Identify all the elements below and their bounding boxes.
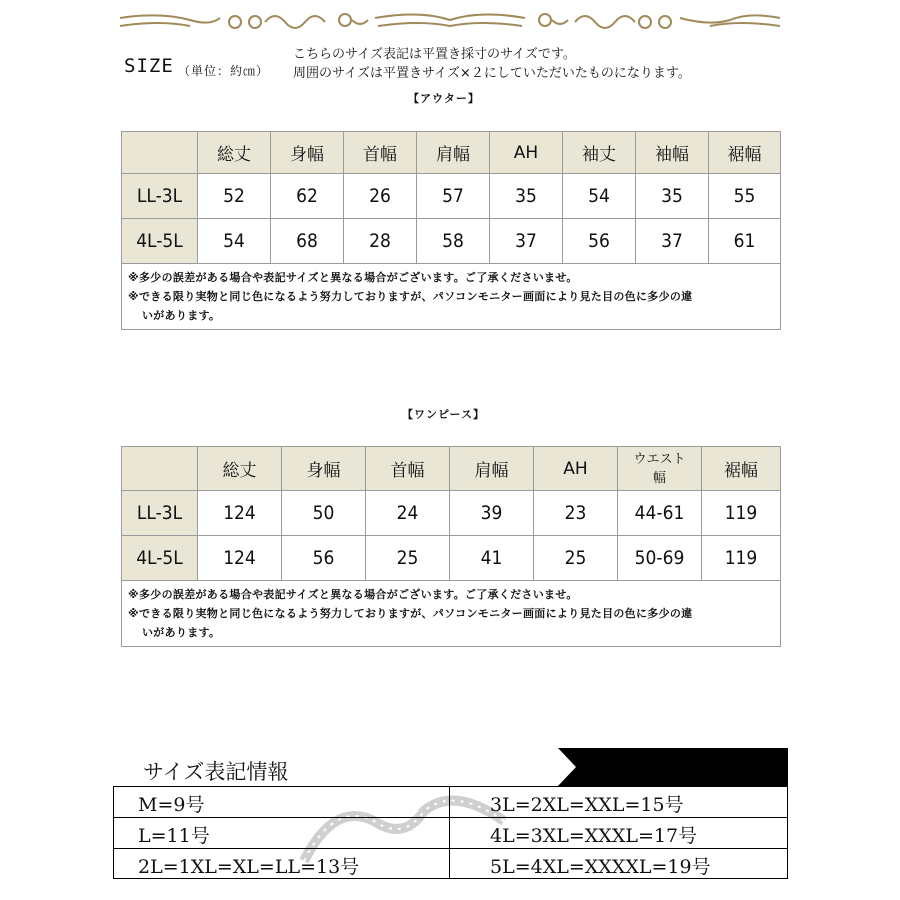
size-equivalence-right: 4L=3XL=XXXL=17号: [490, 825, 698, 847]
table-cell: 41: [450, 536, 534, 581]
table-cell: 26: [344, 174, 417, 219]
row-size-label: LL-3L: [122, 174, 198, 219]
table-corner: [122, 447, 198, 491]
table-row: [122, 174, 781, 219]
col-header: 裾幅: [702, 447, 781, 491]
note-color-cont: いがあります。: [142, 626, 221, 639]
waist-line-2: 幅: [652, 470, 666, 486]
row-size-label: 4L-5L: [122, 219, 198, 264]
note-line-2: 周囲のサイズは平置きサイズ×２にしていただいたものになります。: [293, 66, 691, 81]
col-header: 袖丈: [563, 132, 636, 174]
col-header: AH: [534, 447, 618, 491]
table-cell: 57: [417, 174, 490, 219]
table-cell: 25: [366, 536, 450, 581]
outer-size-table: [121, 131, 781, 330]
table-cell: 54: [563, 174, 636, 219]
table-cell: 119: [702, 536, 781, 581]
table-cell: 68: [271, 219, 344, 264]
table-cell: 28: [344, 219, 417, 264]
col-header: AH: [490, 132, 563, 174]
note-line-1: こちらのサイズ表記は平置き採寸のサイズです。: [293, 47, 576, 62]
table-corner: [122, 132, 198, 174]
note-color-cont: いがあります。: [142, 309, 221, 322]
col-header: 総丈: [198, 447, 282, 491]
col-header-waist: [618, 447, 702, 491]
measurement-note: [293, 45, 691, 83]
dress-section-label: 【ワンピース】: [402, 408, 486, 421]
table-cell: 35: [636, 174, 709, 219]
waist-line-1: ウエスト: [633, 451, 686, 467]
table-cell: 39: [450, 491, 534, 536]
size-equivalence-left: M=9号: [138, 794, 205, 816]
size-info-grid: [113, 787, 788, 879]
table-cell: 55: [709, 174, 781, 219]
table-cell: 37: [490, 219, 563, 264]
table-cell: 37: [636, 219, 709, 264]
table-cell: 50-69: [618, 536, 702, 581]
size-equivalence-left: L=11号: [138, 825, 210, 847]
outer-section-label: 【アウター】: [408, 92, 480, 105]
table-cell: 23: [534, 491, 618, 536]
table-note: [122, 264, 781, 330]
note-color: ※できる限り実物と同じ色になるよう努力しておりますが、パソコンモニター画面により見た目の色に多少の違: [128, 290, 693, 303]
table-cell: 54: [198, 219, 271, 264]
col-header: 身幅: [282, 447, 366, 491]
table-row: [122, 491, 781, 536]
header-arrow-banner: [558, 748, 788, 786]
table-cell: 124: [198, 536, 282, 581]
table-cell: 119: [702, 491, 781, 536]
col-header: 身幅: [271, 132, 344, 174]
size-info-box: [113, 748, 788, 879]
col-header: 首幅: [344, 132, 417, 174]
col-header: 肩幅: [450, 447, 534, 491]
table-cell: 61: [709, 219, 781, 264]
table-cell: 58: [417, 219, 490, 264]
size-info-title: サイズ表記情報: [143, 760, 289, 784]
size-info-header: [113, 748, 788, 787]
table-cell: 24: [366, 491, 450, 536]
col-header: 肩幅: [417, 132, 490, 174]
decorative-scroll-ornament: [120, 6, 780, 36]
table-cell: 62: [271, 174, 344, 219]
table-cell: 56: [282, 536, 366, 581]
table-row: [122, 536, 781, 581]
row-divider: [114, 817, 787, 818]
table-cell: 44-61: [618, 491, 702, 536]
unit-label: （単位：約㎝）: [178, 64, 270, 78]
size-title: SIZE: [124, 55, 174, 77]
table-cell: 52: [198, 174, 271, 219]
table-cell: 35: [490, 174, 563, 219]
row-size-label: LL-3L: [122, 491, 198, 536]
column-divider: [449, 787, 450, 879]
col-header: 裾幅: [709, 132, 781, 174]
size-equivalence-right: 5L=4XL=XXXXL=19号: [490, 856, 711, 878]
size-equivalence-left: 2L=1XL=XL=LL=13号: [138, 856, 360, 878]
note-error: ※多少の誤差がある場合や表記サイズと異なる場合がございます。ご了承くださいませ。: [128, 588, 578, 601]
col-header: 首幅: [366, 447, 450, 491]
dress-size-table: [121, 446, 781, 647]
row-size-label: 4L-5L: [122, 536, 198, 581]
row-divider: [114, 848, 787, 849]
col-header: 総丈: [198, 132, 271, 174]
table-cell: 50: [282, 491, 366, 536]
table-cell: 56: [563, 219, 636, 264]
table-cell: 124: [198, 491, 282, 536]
table-row: [122, 219, 781, 264]
note-color: ※できる限り実物と同じ色になるよう努力しておりますが、パソコンモニター画面により見た目の色に多少の違: [128, 607, 693, 620]
col-header: 袖幅: [636, 132, 709, 174]
note-error: ※多少の誤差がある場合や表記サイズと異なる場合がございます。ご了承くださいませ。: [128, 271, 578, 284]
table-cell: 25: [534, 536, 618, 581]
size-equivalence-right: 3L=2XL=XXL=15号: [490, 794, 684, 816]
table-note: [122, 581, 781, 647]
